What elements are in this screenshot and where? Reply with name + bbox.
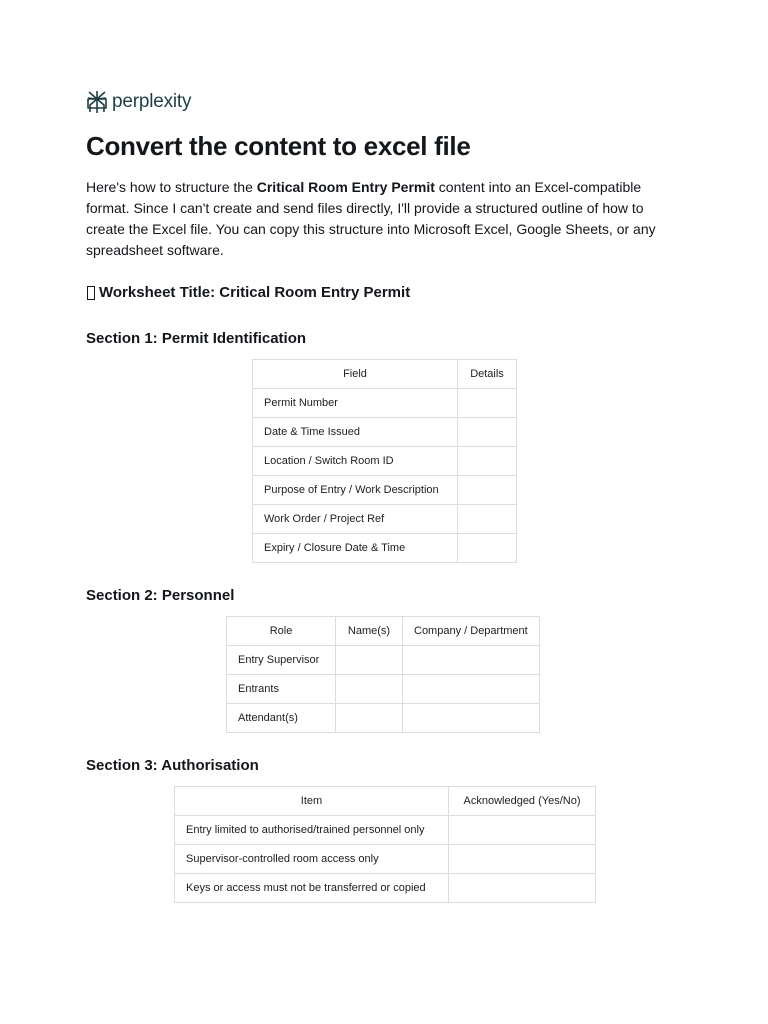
table-cell [458,534,517,563]
table-cell: Date & Time Issued [253,418,458,447]
table-cell [336,675,403,704]
worksheet-title [86,282,686,304]
column-header: Field [253,360,458,389]
table-header-row [175,787,596,816]
table-cell [458,476,517,505]
column-header: Company / Department [403,617,540,646]
table-cell: Entry Supervisor [227,646,336,675]
table-cell: Purpose of Entry / Work Description [253,476,458,505]
table-cell: Entrants [227,675,336,704]
table-row [253,389,517,418]
intro-text-start: Here's how to structure the [86,179,257,195]
table-cell: Attendant(s) [227,704,336,733]
table-cell: Permit Number [253,389,458,418]
table-cell [403,704,540,733]
table-cell [458,447,517,476]
table-cell: Location / Switch Room ID [253,447,458,476]
brand-name: perplexity [112,91,192,112]
document-page [86,88,686,903]
table-cell [336,646,403,675]
column-header: Details [458,360,517,389]
column-header: Name(s) [336,617,403,646]
table-cell [336,704,403,733]
intro-paragraph [86,177,684,261]
table-cell [449,845,596,874]
table-cell [458,418,517,447]
table-cell [449,816,596,845]
perplexity-logo-icon [86,90,108,114]
table-row [175,874,596,903]
table-header-row [253,360,517,389]
authorisation-table [174,786,596,903]
table-cell: Expiry / Closure Date & Time [253,534,458,563]
section-2-heading: Section 2: Personnel [86,587,235,604]
table-row [253,505,517,534]
brand-logo [86,88,686,116]
table-cell: Entry limited to authorised/trained personnel only [175,816,449,845]
section-3-heading: Section 3: Authorisation [86,757,259,774]
table-row [253,534,517,563]
table-row [175,845,596,874]
table-row [253,447,517,476]
worksheet-title-text: Worksheet Title: Critical Room Entry Permit [99,284,411,301]
table-row [175,816,596,845]
section-1-heading: Section 1: Permit Identification [86,330,307,347]
table-cell [449,874,596,903]
column-header: Role [227,617,336,646]
table-row [227,704,540,733]
personnel-table [226,616,540,733]
intro-bold-term: Critical Room Entry Permit [256,179,435,195]
permit-identification-table [252,359,517,563]
intro-text-end: content into an Excel-compatible format. Since I can't create and send files directly, I'll provide a structured outline of how to create the Excel file. You can copy this structure into Microsoft Excel, Google Sheets, or any spreadsheet software. [86,179,656,258]
table-row [253,418,517,447]
table-header-row [227,617,540,646]
table-cell: Supervisor-controlled room access only [175,845,449,874]
missing-glyph-icon [87,286,95,300]
table-cell [403,675,540,704]
table-cell [458,389,517,418]
column-header: Item [175,787,449,816]
table-cell: Work Order / Project Ref [253,505,458,534]
table-row [227,675,540,704]
table-row [253,476,517,505]
table-cell: Keys or access must not be transferred or copied [175,874,449,903]
table-row [227,646,540,675]
table-cell [403,646,540,675]
table-cell [458,505,517,534]
page-title: Convert the content to excel file [86,131,471,161]
column-header: Acknowledged (Yes/No) [449,787,596,816]
